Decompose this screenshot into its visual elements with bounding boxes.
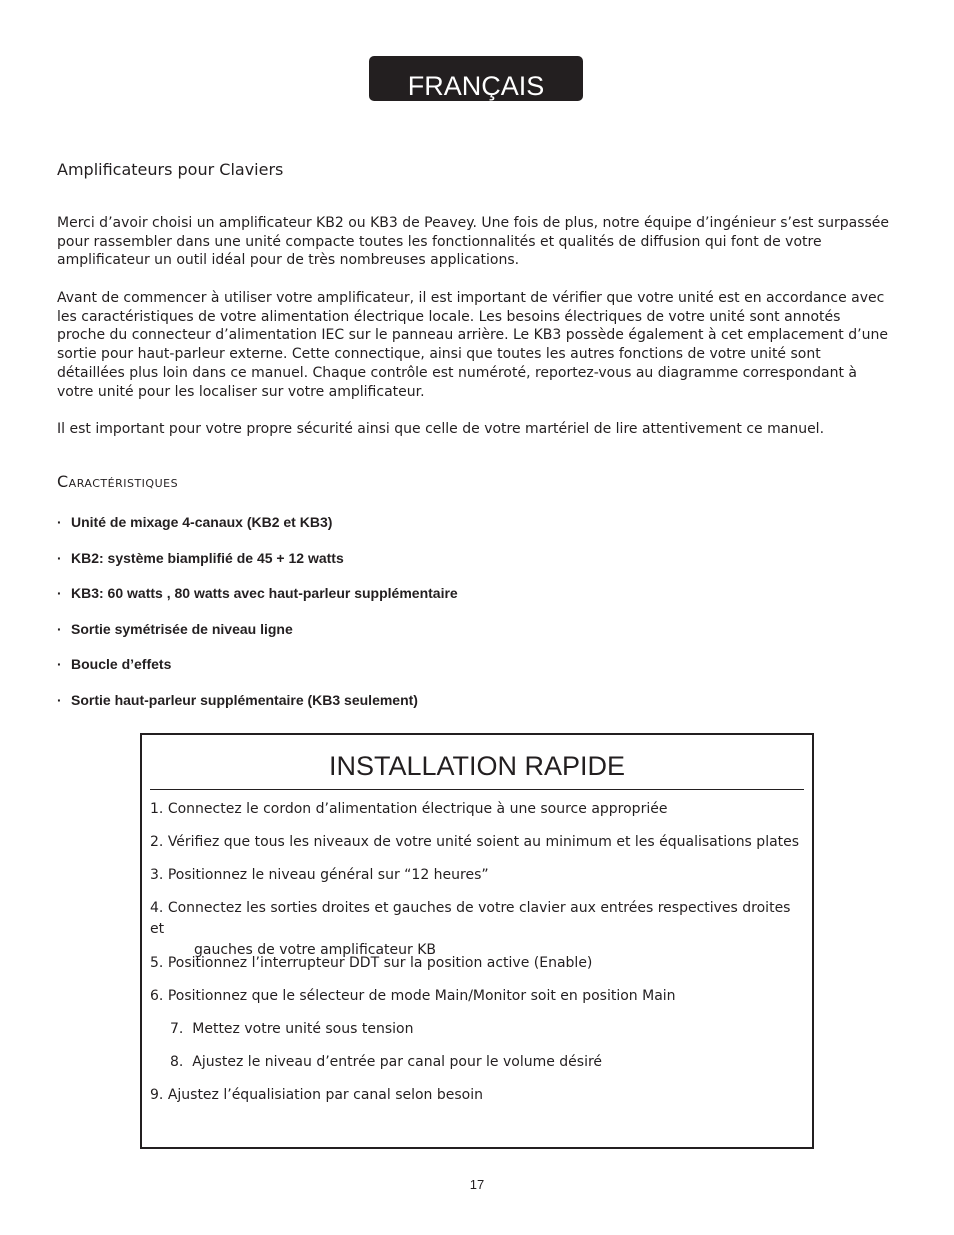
step-number: 1.: [150, 801, 164, 817]
feature-text: Sortie symétrisée de niveau ligne: [71, 620, 293, 637]
bullet-icon: ·: [57, 656, 62, 672]
step-number: 3.: [150, 867, 164, 883]
section-title: Amplificateurs pour Claviers: [57, 160, 284, 179]
quick-setup-box: [140, 733, 814, 1149]
page-number: 17: [469, 1177, 485, 1192]
bullet-icon: ·: [57, 514, 62, 530]
feature-text: KB2: système biamplifié de 45 + 12 watts: [71, 549, 344, 566]
step-number: 2.: [150, 834, 164, 850]
step-text-continued: gauches de votre amplificateur KB: [194, 942, 437, 958]
setup-step-4: [150, 898, 800, 961]
setup-step-9: [150, 1085, 800, 1106]
step-text: Connectez les sorties droites et gauches de votre clavier aux entrées respectives droites et: [150, 900, 791, 937]
feature-text: Boucle d’effets: [71, 656, 172, 672]
setup-step-8: [170, 1052, 820, 1073]
bullet-icon: ·: [57, 549, 62, 566]
step-text: Ajustez l’équalisiation par canal selon besoin: [167, 1087, 483, 1103]
setup-step-1: [150, 799, 800, 820]
intro-paragraph-2: Avant de commencer à utiliser votre amplificateur, il est important de vérifier que votre unité est en accordance avec les caractéristiques de votre alimentation électrique locale. Les besoins électriques de votre unité sont annotés proche du connecteur d’alimentation IEC sur le panneau arrière. Le KB3 possède également à cet emplacement d’une sortie pour haut-parleur externe. Cette connectique, ainsi que toutes les autres fonctions de votre unité sont détaillées plus loin dans ce manuel. Chaque contrôle est numéroté, reportez-vous au diagramme correspondant à votre unité pour les localiser sur votre amplificateur.: [57, 290, 888, 400]
language-title: FRANÇAIS: [407, 71, 545, 101]
setup-step-5: [150, 953, 800, 974]
step-text: Connectez le cordon d’alimentation électrique à une source appropriée: [167, 801, 668, 817]
step-number: 9.: [150, 1087, 164, 1103]
step-text: Ajustez le niveau d’entrée par canal pour le volume désiré: [192, 1054, 603, 1070]
step-text: Positionnez l’interrupteur DDT sur la position active (Enable): [167, 955, 593, 971]
step-number: 5.: [150, 955, 164, 971]
setup-step-2: [150, 832, 800, 853]
feature-text: KB3: 60 watts , 80 watts avec haut-parleur supplémentaire: [71, 585, 458, 601]
setup-step-7: [170, 1019, 820, 1040]
step-number: 6.: [150, 988, 164, 1004]
features-heading: Caractéristiques: [57, 472, 179, 491]
setup-step-6: [150, 986, 800, 1007]
step-text: Mettez votre unité sous tension: [192, 1021, 414, 1037]
step-number: 4.: [150, 900, 164, 916]
feature-text: Sortie haut-parleur supplémentaire (KB3 seulement): [71, 691, 418, 708]
bullet-icon: ·: [57, 585, 62, 601]
step-text: Positionnez le niveau général sur “12 heures”: [167, 867, 489, 883]
bullet-icon: ·: [57, 620, 62, 637]
step-number: 7.: [170, 1021, 184, 1037]
intro-paragraph-3: Il est important pour votre propre sécurité ainsi que celle de votre martériel de lire attentivement ce manuel.: [57, 421, 825, 437]
step-text: Vérifiez que tous les niveaux de votre unité soient au minimum et les équalisations plates: [167, 834, 800, 850]
quick-setup-title: INSTALLATION RAPIDE: [150, 747, 804, 790]
bullet-icon: ·: [57, 691, 62, 708]
setup-step-3: [150, 865, 800, 886]
intro-paragraph-1: Merci d’avoir choisi un amplificateur KB2 ou KB3 de Peavey. Une fois de plus, notre équipe d’ingénieur s’est surpassée pour rassembler dans une unité compacte toutes les fonctionnalités et qualités de diffusion qui font de votre amplificateur un outil idéal pour de très nombreuses applications.: [57, 215, 890, 269]
language-banner: [369, 56, 583, 101]
feature-text: Unité de mixage 4-canaux (KB2 et KB3): [71, 514, 333, 530]
step-text: Positionnez que le sélecteur de mode Main/Monitor soit en position Main: [167, 988, 676, 1004]
step-number: 8.: [170, 1054, 184, 1070]
